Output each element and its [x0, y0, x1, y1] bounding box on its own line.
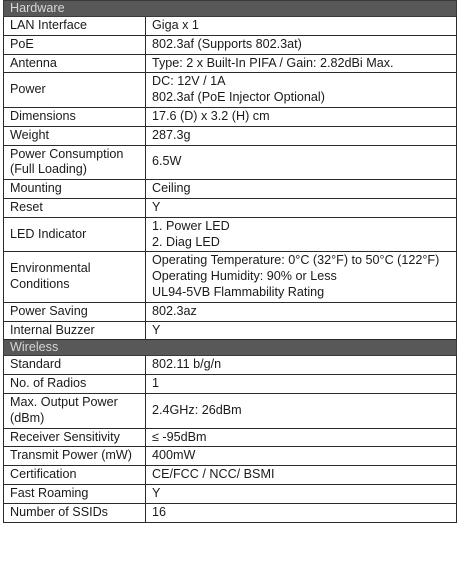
spec-row	[4, 356, 457, 375]
spec-value	[146, 54, 457, 73]
spec-row	[4, 54, 457, 73]
spec-key: Reset	[4, 198, 146, 217]
spec-value-line: 802.3af (Supports 802.3at)	[152, 36, 302, 51]
spec-key: Weight	[4, 126, 146, 145]
section-title: Wireless	[4, 340, 457, 356]
spec-row	[4, 447, 457, 466]
spec-value	[146, 145, 457, 180]
spec-value-line: 2. Diag LED	[152, 234, 220, 249]
spec-value-line: CE/FCC / NCC/ BSMI	[152, 467, 275, 482]
spec-row	[4, 198, 457, 217]
spec-value	[146, 107, 457, 126]
spec-row	[4, 466, 457, 485]
spec-key: Certification	[4, 466, 146, 485]
spec-row	[4, 180, 457, 199]
spec-value	[146, 126, 457, 145]
spec-key: Power Saving	[4, 302, 146, 321]
spec-value	[146, 302, 457, 321]
spec-value-line: Giga x 1	[152, 18, 199, 32]
spec-key: Receiver Sensitivity	[4, 428, 146, 447]
spec-value-line: 802.3az	[152, 303, 197, 318]
spec-row	[4, 302, 457, 321]
spec-value-line: 16	[152, 504, 167, 519]
spec-row	[4, 107, 457, 126]
spec-key: Number of SSIDs	[4, 503, 146, 522]
spec-key: Antenna	[4, 54, 146, 73]
spec-value-line: Operating Humidity: 90% or Less	[152, 269, 337, 284]
spec-row	[4, 375, 457, 394]
spec-value	[146, 484, 457, 503]
spec-value-line: UL94-5VB Flammability Rating	[152, 284, 325, 299]
spec-key: LED Indicator	[4, 217, 146, 252]
spec-value-line: 17.6 (D) x 3.2 (H) cm	[152, 108, 270, 123]
spec-key: Max. Output Power (dBm)	[4, 393, 146, 428]
spec-value	[146, 35, 457, 54]
spec-key: Power	[4, 73, 146, 108]
spec-value-line: Operating Temperature: 0°C (32°F) to 50°C (122°F)	[152, 253, 440, 268]
spec-value-line: 400mW	[152, 448, 196, 463]
spec-value-line: Ceiling	[152, 181, 191, 196]
spec-value-line: Y	[152, 485, 161, 500]
spec-row	[4, 126, 457, 145]
spec-row	[4, 35, 457, 54]
section-header-hardware	[4, 1, 457, 17]
spec-row	[4, 428, 457, 447]
spec-row	[4, 73, 457, 108]
spec-value	[146, 356, 457, 375]
spec-value-line: 1. Power LED	[152, 218, 230, 233]
spec-key: Mounting	[4, 180, 146, 199]
section-header-wireless	[4, 340, 457, 356]
spec-row	[4, 503, 457, 522]
spec-value	[146, 428, 457, 447]
spec-value	[146, 375, 457, 394]
spec-key: Transmit Power (mW)	[4, 447, 146, 466]
spec-value-line: DC: 12V / 1A	[152, 74, 226, 89]
spec-value	[146, 252, 457, 302]
spec-value-line: 2.4GHz: 26dBm	[152, 402, 242, 417]
spec-value	[146, 466, 457, 485]
spec-value-line: Y	[152, 322, 161, 337]
spec-key: Internal Buzzer	[4, 321, 146, 340]
spec-key: Standard	[4, 356, 146, 375]
spec-value-line: 802.3af (PoE Injector Optional)	[152, 90, 325, 105]
spec-row	[4, 145, 457, 180]
spec-table	[3, 0, 457, 523]
spec-row	[4, 252, 457, 302]
spec-value-line: 1	[152, 376, 160, 391]
spec-key: Environmental Conditions	[4, 252, 146, 302]
spec-key: Dimensions	[4, 107, 146, 126]
spec-row	[4, 484, 457, 503]
spec-value-line: 802.11 b/g/n	[152, 357, 222, 372]
spec-key: Power Consumption (Full Loading)	[4, 145, 146, 180]
spec-key: LAN Interface	[4, 17, 146, 36]
spec-row	[4, 217, 457, 252]
spec-value-line: ≤ -95dBm	[152, 429, 207, 444]
spec-value	[146, 17, 457, 36]
spec-value	[146, 217, 457, 252]
spec-value	[146, 503, 457, 522]
spec-value	[146, 321, 457, 340]
spec-value	[146, 198, 457, 217]
spec-value-line: Type: 2 x Built-In PIFA / Gain: 2.82dBi Max.	[152, 55, 394, 70]
spec-key: Fast Roaming	[4, 484, 146, 503]
spec-table-body	[4, 1, 457, 523]
spec-row	[4, 17, 457, 36]
spec-value	[146, 393, 457, 428]
spec-key: PoE	[4, 35, 146, 54]
spec-value-line: 287.3g	[152, 127, 191, 142]
spec-key: No. of Radios	[4, 375, 146, 394]
section-title: Hardware	[4, 1, 457, 17]
spec-value	[146, 447, 457, 466]
spec-value-line: 6.5W	[152, 154, 182, 169]
spec-value-line: Y	[152, 199, 161, 214]
spec-row	[4, 393, 457, 428]
spec-row	[4, 321, 457, 340]
spec-value	[146, 73, 457, 108]
spec-value	[146, 180, 457, 199]
